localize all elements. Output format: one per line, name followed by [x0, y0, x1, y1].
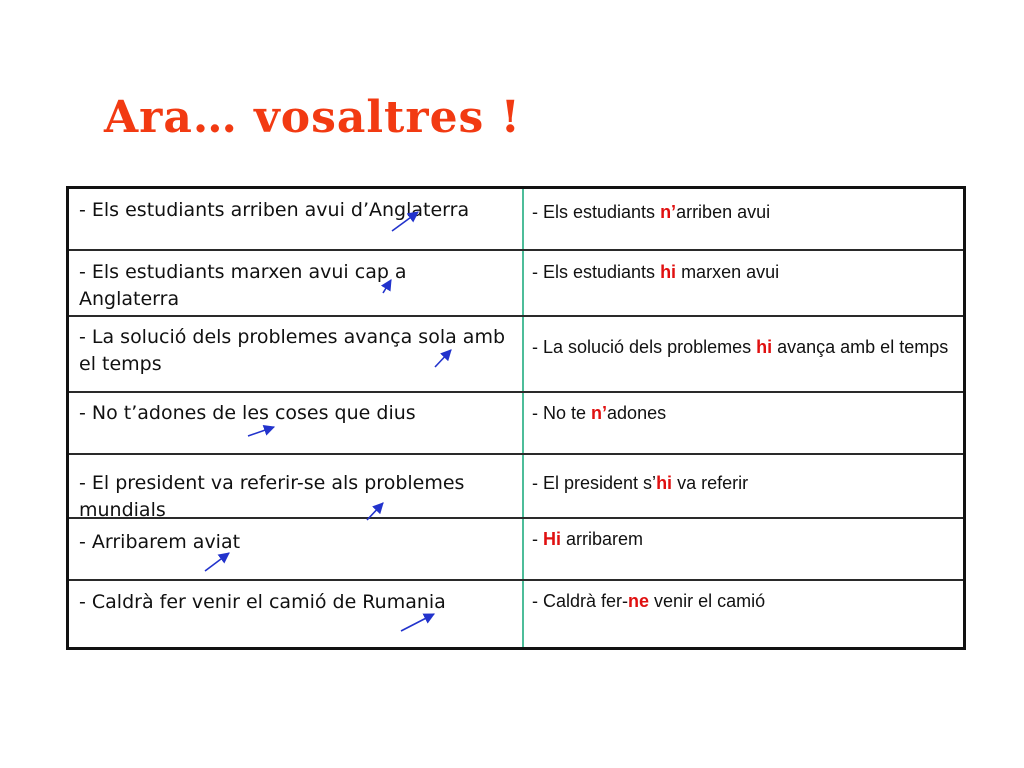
sentence-part: avança amb el temps — [772, 337, 949, 357]
sentence-part: - Caldrà fer- — [532, 591, 629, 611]
sentence-part: - El president s’ — [532, 473, 657, 493]
sentence-part: arribarem — [561, 529, 644, 549]
pronoun-highlight: ne — [628, 591, 650, 611]
arrow-up-right-icon — [435, 350, 451, 367]
pronoun-highlight: Hi — [543, 529, 561, 549]
arrow-up-right-icon — [392, 212, 418, 231]
pronoun-highlight: n’ — [591, 403, 608, 423]
sentence-part: va referir — [672, 473, 749, 493]
original-sentence: - Els estudiants arriben avui d’Anglaterra — [79, 199, 470, 221]
original-sentence: - El president va referir-se als problemes mundials — [79, 472, 465, 521]
original-sentence: - La solució dels problemes avança sola amb el temps — [79, 326, 506, 375]
pronoun-highlight: n’ — [660, 202, 677, 222]
sentence-part: adones — [607, 403, 667, 423]
pronoun-highlight: hi — [756, 337, 773, 357]
sentence-part: - No te — [532, 403, 592, 423]
sentence-part: arriben avui — [676, 202, 771, 222]
pronoun-highlight: hi — [660, 262, 677, 282]
sentence-part: - Els estudiants — [532, 202, 661, 222]
arrow-up-right-icon — [383, 280, 391, 293]
sentence-part: - La solució dels problemes — [532, 337, 757, 357]
arrow-up-right-icon — [401, 614, 434, 631]
arrow-up-right-icon — [248, 427, 274, 436]
arrow-up-right-icon — [367, 503, 383, 520]
original-sentence: - No t’adones de les coses que dius — [79, 402, 416, 424]
slide-title: Ara… vosaltres ! — [104, 92, 521, 143]
sentence-part: - Els estudiants — [532, 262, 661, 282]
pronoun-highlight: hi — [656, 473, 673, 493]
sentence-part: - — [532, 529, 543, 549]
sentence-part: venir el camió — [649, 591, 766, 611]
original-sentence: - Arribarem aviat — [79, 531, 241, 553]
original-sentence: - Caldrà fer venir el camió de Rumania — [79, 591, 446, 613]
sentence-part: marxen avui — [676, 262, 780, 282]
original-sentence: - Els estudiants marxen avui cap a Anglaterra — [79, 261, 407, 310]
arrow-up-right-icon — [205, 553, 229, 571]
